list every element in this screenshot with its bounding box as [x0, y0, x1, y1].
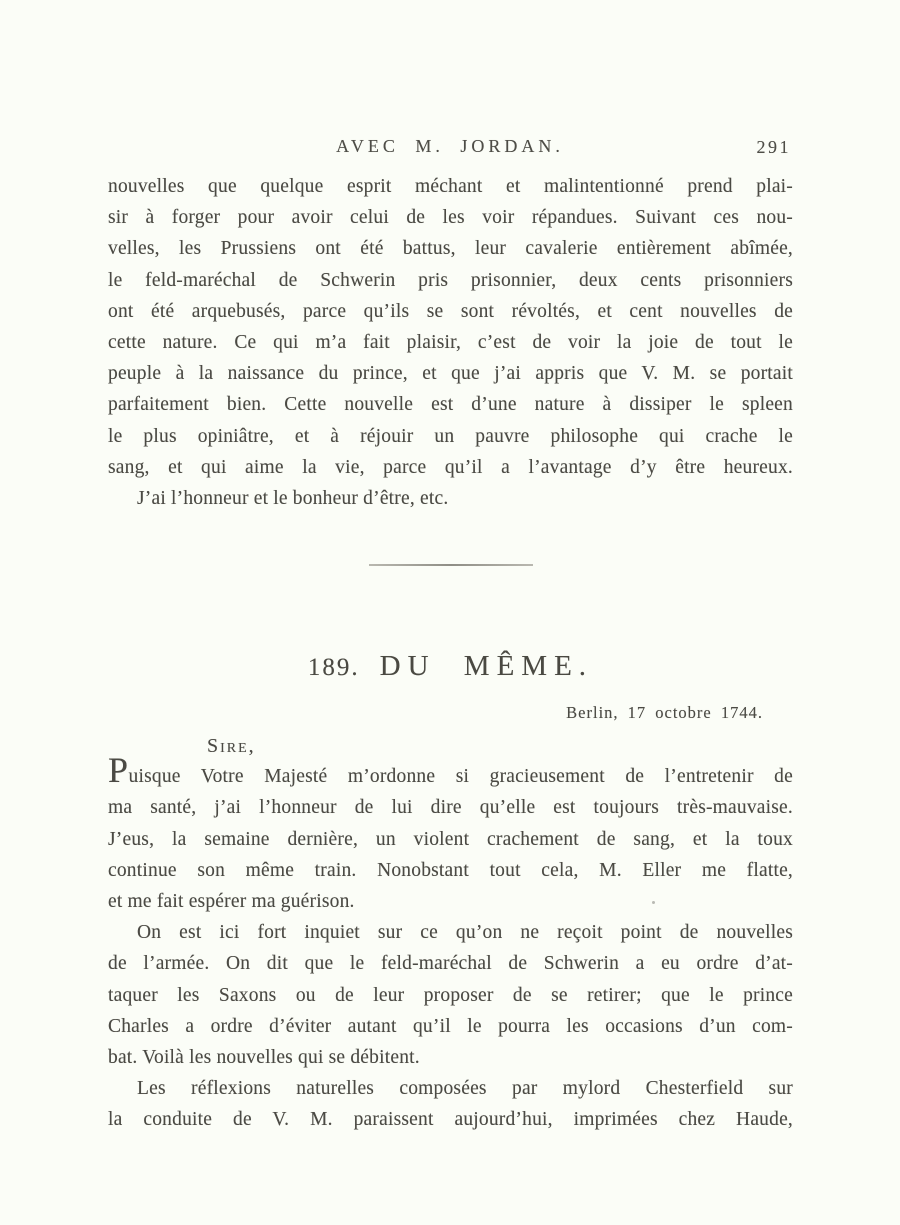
- text-line: de l’armée. On dit que le feld-maréchal de Schwerin a eu ordre d’at-: [108, 953, 793, 975]
- scan-speck-artifact: [652, 901, 655, 904]
- text-line: continue son même train. Nonobstant tout cela, M. Eller me flatte,: [108, 859, 793, 881]
- text-line: parfaitement bien. Cette nouvelle est d’une nature à dissiper le spleen: [108, 394, 793, 416]
- paragraph-lines: [108, 792, 793, 917]
- running-title: AVEC M. JORDAN.: [336, 136, 564, 156]
- letter-paragraph-2: [108, 917, 793, 1073]
- dateline: Berlin, 17 octobre 1744.: [566, 703, 763, 723]
- text-line: taquer les Saxons ou de leur proposer de se retirer; que le prince: [108, 984, 793, 1006]
- text-line: Les réflexions naturelles composées par mylord Chesterfield sur: [137, 1078, 793, 1100]
- text-line: la conduite de V. M. paraissent aujourd’hui, imprimées chez Haude,: [108, 1109, 793, 1131]
- salutation: Sire,: [207, 735, 256, 758]
- text-line: sang, et qui aime la vie, parce qu’il a l’avantage d’y être heureux.: [108, 456, 793, 478]
- text-line: nouvelles que quelque esprit méchant et malintentionné prend plai-: [108, 176, 793, 197]
- text-line: ont été arquebusés, parce qu’ils se sont révoltés, et cent nouvelles de: [108, 300, 793, 322]
- page-number: 291: [756, 137, 791, 157]
- initial-capital: P: [108, 750, 129, 791]
- closing-line: J’ai l’honneur et le bonheur d’être, etc.: [137, 488, 449, 510]
- text-line: On est ici fort inquiet sur ce qu’on ne reçoit point de nouvelles: [137, 922, 793, 944]
- text-line: le plus opiniâtre, et à réjouir un pauvre philosophe qui crache le: [108, 425, 793, 447]
- paragraph-continued-from-previous-page: [108, 171, 793, 483]
- page-header: [107, 136, 793, 156]
- text-line: et me fait espérer ma guérison.: [108, 891, 355, 913]
- text-line: ma santé, j’ai l’honneur de lui dire qu’elle est toujours très-mauvaise.: [108, 797, 793, 819]
- text-line: peuple à la naissance du prince, et que j’ai appris que V. M. se portait: [108, 363, 793, 385]
- text-line: sir à forger pour avoir celui de les voir répandues. Suivant ces nou-: [108, 207, 793, 229]
- text-line: cette nature. Ce qui m’a fait plaisir, c’est de voir la joie de tout le: [108, 332, 793, 354]
- text-block: [108, 171, 793, 1136]
- paragraph-lines: [108, 917, 793, 1073]
- text-line: J’eus, la semaine dernière, un violent crachement de sang, et la toux: [108, 828, 793, 850]
- paragraph-lines: [108, 171, 793, 483]
- text-line: le feld-maréchal de Schwerin pris prisonnier, deux cents prisonniers: [108, 269, 793, 291]
- section-divider-rule: [369, 564, 533, 566]
- section-number: 189.: [307, 654, 360, 682]
- first-line-text: uisque Votre Majesté m’ordonne si gracieusement de l’entretenir de: [128, 766, 793, 788]
- text-line: bat. Voilà les nouvelles qui se débitent.: [108, 1047, 420, 1069]
- text-line: Charles a ordre d’éviter autant qu’il le pourra les occasions d’un com-: [108, 1015, 793, 1037]
- paragraph-lines: [108, 1073, 793, 1135]
- letter-paragraph-3: [108, 1073, 793, 1135]
- text-line: velles, les Prussiens ont été battus, leur cavalerie entièrement abîmée,: [108, 238, 793, 260]
- text-line-with-initial: [108, 750, 793, 792]
- section-title: DU MÊME.: [379, 650, 594, 683]
- section-heading: [108, 650, 793, 684]
- letter-paragraph-1: [108, 750, 793, 917]
